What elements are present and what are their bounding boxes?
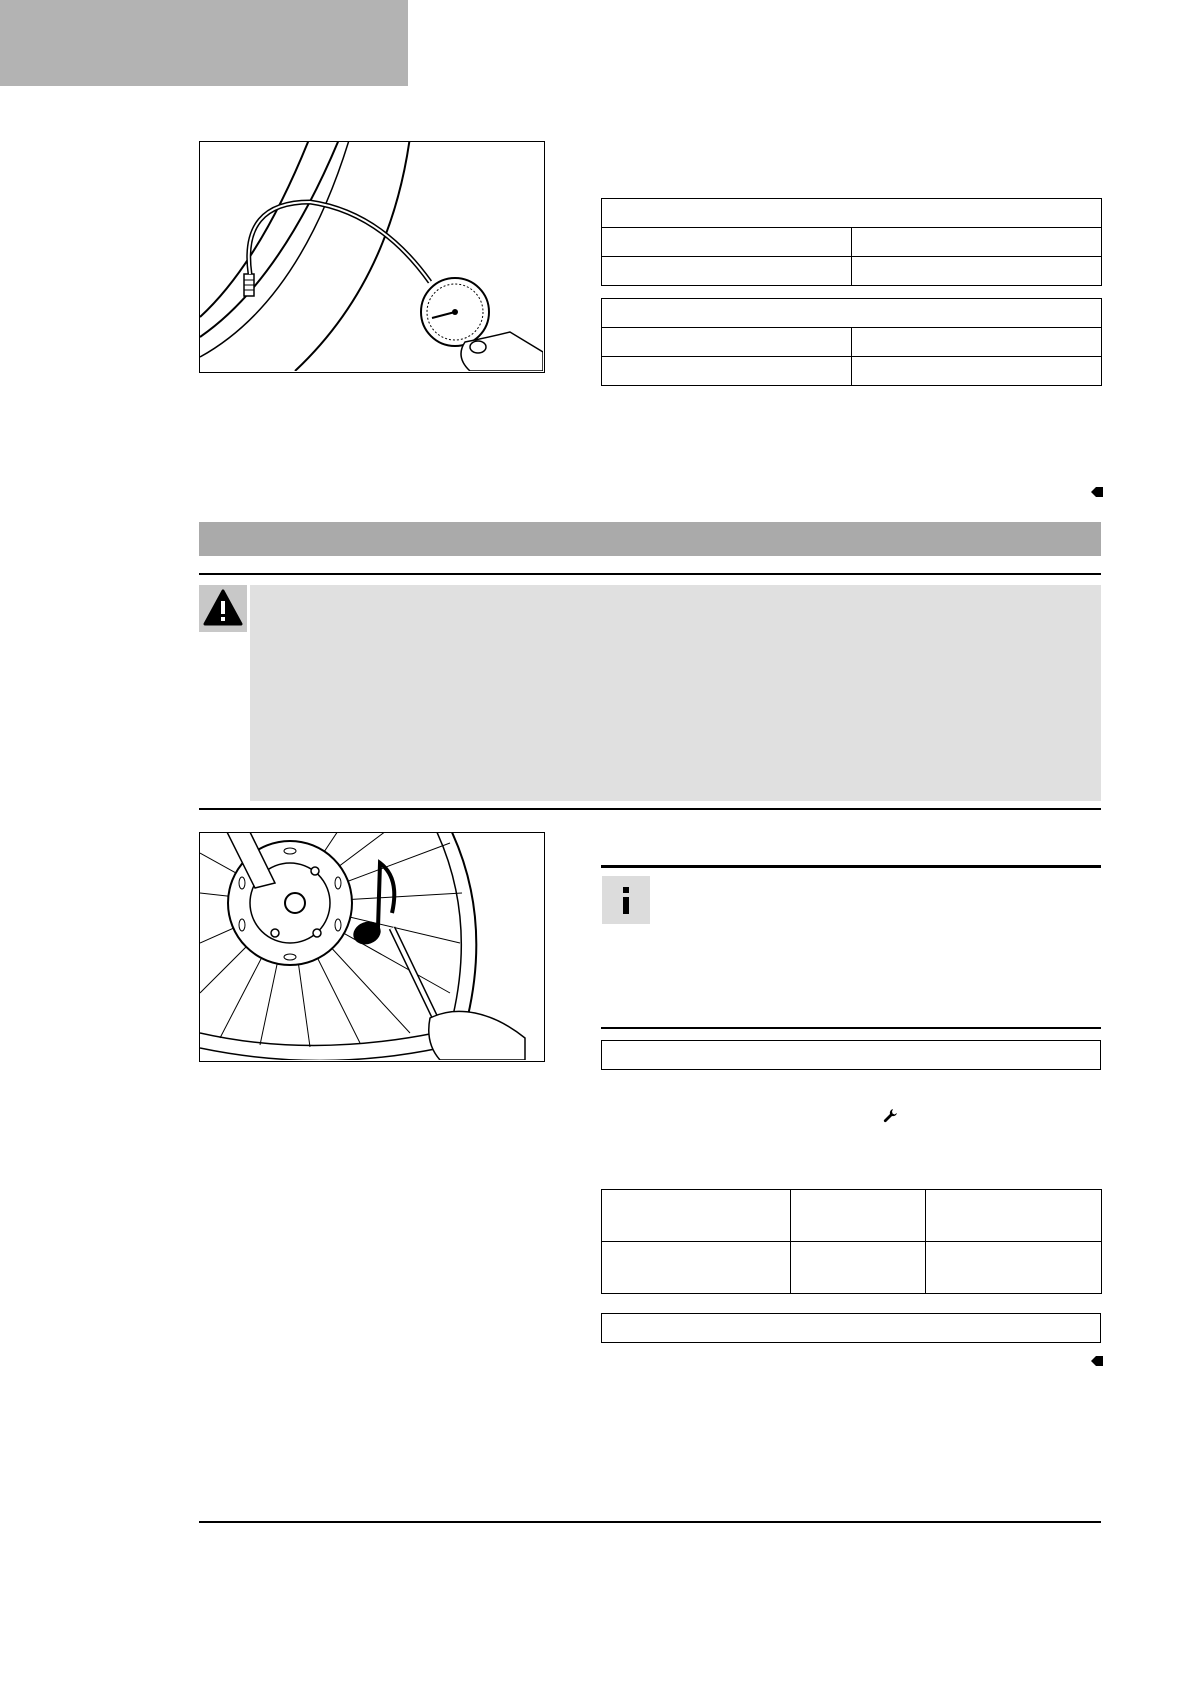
spoke-table-cell <box>602 1242 791 1294</box>
spoke-check-figure <box>199 832 545 1062</box>
info-icon <box>602 876 650 924</box>
pressure-table-1-cell <box>852 257 1102 286</box>
info-rule-top <box>601 865 1101 868</box>
warning-triangle-icon <box>199 585 247 632</box>
section-title-bar <box>199 522 1101 556</box>
header-tab <box>0 0 408 86</box>
warning-icon-box <box>199 585 247 632</box>
pressure-table-2-cell <box>852 328 1102 357</box>
spec-row-box <box>601 1313 1101 1343</box>
info-text-area <box>664 876 1101 1016</box>
spoke-spec-table <box>601 1189 1102 1294</box>
tire-pressure-figure <box>199 141 545 373</box>
spoke-tension-check-illustration <box>200 833 543 1060</box>
divider <box>199 808 1101 810</box>
pressure-table-1-header <box>602 199 1102 228</box>
info-rule-bottom <box>601 1027 1101 1029</box>
warning-panel <box>250 585 1101 801</box>
pressure-table-1-cell <box>602 257 852 286</box>
pressure-table-2 <box>601 298 1102 386</box>
pressure-table-2-cell <box>602 328 852 357</box>
pressure-table-1-cell <box>602 228 852 257</box>
spoke-table-cell <box>791 1242 926 1294</box>
pressure-table-1 <box>601 198 1102 286</box>
pressure-table-1-cell <box>852 228 1102 257</box>
spoke-table-cell <box>602 1190 791 1242</box>
end-of-section-mark <box>1091 485 1103 503</box>
info-icon-box <box>602 876 650 924</box>
wrench-icon <box>882 1108 898 1129</box>
pressure-table-2-cell <box>852 357 1102 386</box>
spoke-table-cell <box>791 1190 926 1242</box>
end-of-section-mark <box>1091 1354 1103 1372</box>
tire-pressure-gauge-illustration <box>200 142 543 371</box>
pressure-table-2-cell <box>602 357 852 386</box>
spoke-table-cell <box>926 1190 1102 1242</box>
spec-row-box <box>601 1040 1101 1070</box>
spoke-table-cell <box>926 1242 1102 1294</box>
divider <box>199 573 1101 575</box>
footer-rule <box>199 1521 1101 1523</box>
pressure-table-2-header <box>602 299 1102 328</box>
